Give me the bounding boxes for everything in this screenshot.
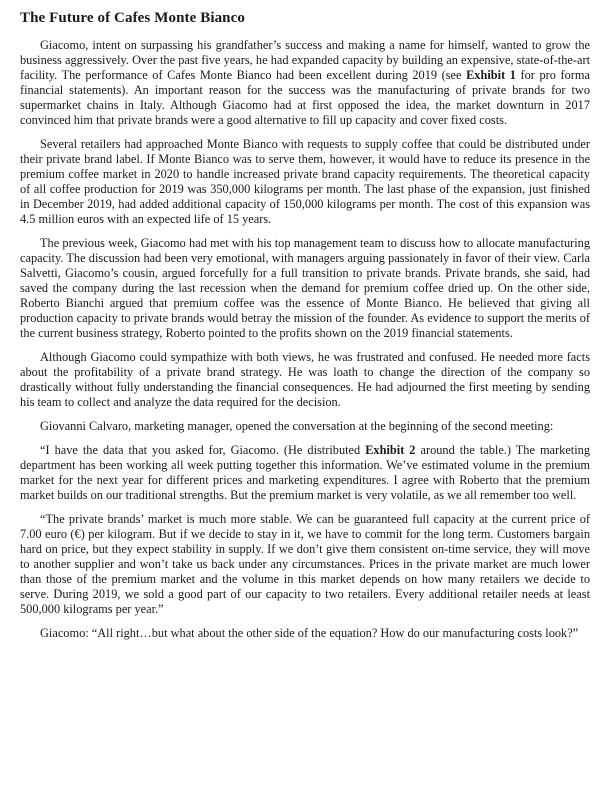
paragraph-2: Several retailers had approached Monte Bianco with requests to supply coffee that could be distributed under their private brand label. If Monte Bianco was to serve them, however, it would have to reduce its presence in the premium coffee market in 2020 to handle increased private brand capacity requirements. The theoretical capacity of all coffee production for 2019 was 350,000 kilograms per month. The last phase of the expansion, just finished in December 2019, had added additional capacity of 150,000 kilograms per month. The cost of this expansion was 4.5 million euros with an expected life of 15 years. [20,137,590,226]
paragraph-1 [20,38,590,128]
paragraph-7: “The private brands’ market is much more stable. We can be guaranteed full capacity at the current price of 7.00 euro (€) per kilogram. But if we decide to stay in it, we have to commit for the long term. Customers bargain hard on price, but they expect stability in supply. If we don’t give them consistent on-time service, they will move to another supplier and won’t take us back under any circumstances. Prices in the private market are much lower than those of the premium market and the volume in this market depends on how many retailers we decide to serve. During 2019, we sold a good part of our capacity to two retailers. Every additional retailer needs at least 500,000 kilograms per year.” [20,512,590,616]
paragraph-6 [20,443,590,503]
document-title: The Future of Cafes Monte Bianco [20,10,245,26]
paragraph-5: Giovanni Calvaro, marketing manager, opened the conversation at the beginning of the second meeting: [40,419,554,433]
exhibit-2-reference: Exhibit 2 [365,443,416,457]
paragraph-8: Giacomo: “All right…but what about the other side of the equation? How do our manufacturing costs look?” [40,626,579,640]
paragraph-3: The previous week, Giacomo had met with his top management team to discuss how to allocate manufacturing capacity. The discussion had been very emotional, with managers arguing passionately in favor of their view. Carla Salvetti, Giacomo’s cousin, argued forcefully for a full transition to private brands. Private brands, she said, had saved the company during the last recession when the demand for premium coffee dried up. On the other side, Roberto Bianchi argued that premium coffee was the essence of Monte Bianco. He believed that giving all production capacity to private brands would betray the mission of the founder. As evidence to support the merits of the current business strategy, Roberto pointed to the profits shown on the 2019 financial statements. [20,236,590,340]
paragraph-6-text-a: “I have the data that you asked for, Giacomo. (He distributed [40,443,366,457]
paragraph-4: Although Giacomo could sympathize with both views, he was frustrated and confused. He needed more facts about the profitability of a private brand strategy. He was loath to change the direction of the company so drastically without fully understanding the financial consequences. He had adjourned the first meeting by sending his team to collect and analyze the data required for the decision. [20,350,590,409]
paragraph-6-text-b: around the table.) The marketing department has been working all week putting together this information. We’ve estimated volume in the premium market for the next year for different prices and marketing expenditures. I agree with Roberto that the premium market builds on our traditional strengths. But the premium market is very volatile, as we all remember too well. [20,443,590,502]
paragraph-1-text-a: Giacomo, intent on surpassing his grandfather’s success and making a name for himself, wanted to grow the business aggressively. Over the past five years, he had expanded capacity by building an expensive, state-of-the-art facility. The performance of Cafes Monte Bianco had been excellent during 2019 (see [20,38,590,82]
paragraph-1-text-b: for pro forma financial statements). An important reason for the success was the manufacturing of private brands for two supermarket chains in Italy. Although Giacomo had at first opposed the idea, the market downturn in 2017 convinced him that private brands were a good alternative to fill up capacity and cover fixed costs. [20,68,590,127]
exhibit-1-reference: Exhibit 1 [466,68,516,82]
